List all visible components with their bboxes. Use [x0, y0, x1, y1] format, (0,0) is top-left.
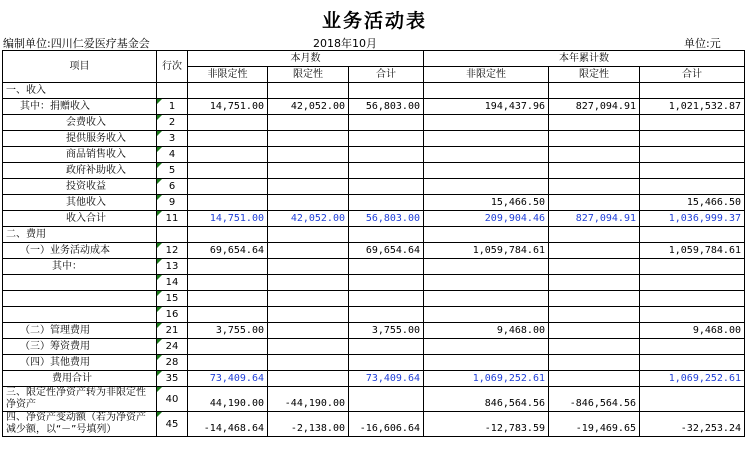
row-amount-y-t: 15,466.50: [640, 195, 745, 211]
row-amount-m-u: [188, 195, 268, 211]
row-amount-m-t: 3,755.00: [349, 323, 424, 339]
row-amount-m-u: [188, 179, 268, 195]
row-amount-m-t: [349, 131, 424, 147]
row-amount-m-r: [268, 291, 349, 307]
row-amount-y-r: [549, 131, 640, 147]
header-month-total: 合计: [349, 67, 424, 83]
row-amount-m-r: [268, 323, 349, 339]
row-amount-y-r: [549, 371, 640, 387]
header-month-unrestricted: 非限定性: [188, 67, 268, 83]
row-amount-m-u: [188, 147, 268, 163]
row-amount-m-r: [268, 259, 349, 275]
row-item-label: 其中：捐赠收入: [3, 99, 157, 115]
row-amount-m-t: [349, 179, 424, 195]
row-line-number: 24: [157, 339, 188, 355]
table-row: [3, 99, 745, 115]
row-amount-m-u: [188, 83, 268, 99]
table-row: [3, 83, 745, 99]
row-amount-y-t: [640, 227, 745, 243]
row-amount-m-r: [268, 275, 349, 291]
row-amount-y-u: [424, 339, 549, 355]
row-amount-y-u: [424, 115, 549, 131]
row-amount-m-t: [349, 195, 424, 211]
row-amount-m-r: 42,052.00: [268, 99, 349, 115]
row-amount-y-t: [640, 131, 745, 147]
row-amount-m-u: 3,755.00: [188, 323, 268, 339]
row-amount-m-r: -44,190.00: [268, 387, 349, 412]
row-item-label: 商品销售收入: [3, 147, 157, 163]
row-line-number: 5: [157, 163, 188, 179]
row-amount-m-r: [268, 195, 349, 211]
row-amount-y-t: [640, 163, 745, 179]
table-row: [3, 412, 745, 437]
row-amount-m-u: [188, 131, 268, 147]
row-amount-y-t: [640, 115, 745, 131]
table-row: [3, 147, 745, 163]
row-item-label: 会费收入: [3, 115, 157, 131]
report-period: 2018年10月: [313, 37, 377, 50]
row-amount-y-r: [549, 291, 640, 307]
row-item-label: 其中：: [3, 259, 157, 275]
row-amount-y-t: 1,069,252.61: [640, 371, 745, 387]
row-amount-m-u: [188, 115, 268, 131]
row-amount-y-t: [640, 179, 745, 195]
table-row: [3, 323, 745, 339]
row-amount-y-u: 1,059,784.61: [424, 243, 549, 259]
table-row: [3, 211, 745, 227]
row-item-label: 投资收益: [3, 179, 157, 195]
row-amount-y-r: [549, 115, 640, 131]
row-amount-m-u: 69,654.64: [188, 243, 268, 259]
row-item-label: 政府补助收入: [3, 163, 157, 179]
row-amount-m-u: 73,409.64: [188, 371, 268, 387]
table-row: [3, 339, 745, 355]
row-amount-y-t: [640, 83, 745, 99]
row-amount-y-t: -32,253.24: [640, 412, 745, 437]
table-row: [3, 243, 745, 259]
row-line-number: 2: [157, 115, 188, 131]
row-amount-y-u: 194,437.96: [424, 99, 549, 115]
row-amount-m-t: [349, 83, 424, 99]
row-amount-m-t: [349, 227, 424, 243]
header-line: 行次: [157, 51, 188, 83]
row-amount-y-t: [640, 307, 745, 323]
header-row-1: [3, 51, 745, 67]
row-amount-y-r: [549, 339, 640, 355]
row-amount-m-r: [268, 371, 349, 387]
row-amount-m-u: [188, 275, 268, 291]
row-amount-y-t: 9,468.00: [640, 323, 745, 339]
row-amount-m-t: [349, 387, 424, 412]
row-amount-y-t: [640, 291, 745, 307]
row-amount-m-r: [268, 243, 349, 259]
row-amount-y-u: [424, 163, 549, 179]
table-row: [3, 307, 745, 323]
row-amount-y-u: 846,564.56: [424, 387, 549, 412]
row-line-number: 12: [157, 243, 188, 259]
row-line-number: [157, 227, 188, 243]
row-amount-y-t: [640, 147, 745, 163]
row-amount-m-t: 69,654.64: [349, 243, 424, 259]
header-month-restricted: 限定性: [268, 67, 349, 83]
row-amount-y-r: [549, 179, 640, 195]
row-line-number: 4: [157, 147, 188, 163]
row-amount-y-r: 827,094.91: [549, 211, 640, 227]
row-item-label: 一、收入: [3, 83, 157, 99]
row-item-label: 三、限定性净资产转为非限定性净资产: [3, 387, 157, 412]
row-line-number: 6: [157, 179, 188, 195]
row-item-label: 收入合计: [3, 211, 157, 227]
row-item-label: [3, 275, 157, 291]
row-amount-y-r: [549, 259, 640, 275]
header-year-restricted: 限定性: [549, 67, 640, 83]
row-amount-m-t: [349, 355, 424, 371]
row-amount-y-r: [549, 227, 640, 243]
row-amount-m-t: [349, 291, 424, 307]
row-amount-y-r: [549, 307, 640, 323]
row-item-label: （二）管理费用: [3, 323, 157, 339]
row-amount-m-u: [188, 291, 268, 307]
row-item-label: （四）其他费用: [3, 355, 157, 371]
table-row: [3, 179, 745, 195]
row-amount-m-r: [268, 355, 349, 371]
header-year-to-date: 本年累计数: [424, 51, 745, 67]
header-this-month: 本月数: [188, 51, 424, 67]
row-amount-y-u: [424, 227, 549, 243]
row-amount-m-t: [349, 115, 424, 131]
header-year-total: 合计: [640, 67, 745, 83]
row-amount-y-u: [424, 259, 549, 275]
row-amount-m-t: -16,606.64: [349, 412, 424, 437]
row-amount-m-t: [349, 147, 424, 163]
row-amount-y-r: [549, 195, 640, 211]
row-line-number: 11: [157, 211, 188, 227]
row-amount-m-r: [268, 131, 349, 147]
row-item-label: 提供服务收入: [3, 131, 157, 147]
activity-statement-table: [2, 50, 745, 437]
row-amount-y-r: -19,469.65: [549, 412, 640, 437]
row-amount-y-t: [640, 275, 745, 291]
row-amount-m-u: [188, 307, 268, 323]
row-line-number: 15: [157, 291, 188, 307]
row-amount-y-t: [640, 387, 745, 412]
header-year-unrestricted: 非限定性: [424, 67, 549, 83]
row-amount-y-u: [424, 179, 549, 195]
table-row: [3, 115, 745, 131]
row-amount-m-u: 14,751.00: [188, 99, 268, 115]
row-line-number: 9: [157, 195, 188, 211]
row-line-number: 1: [157, 99, 188, 115]
row-amount-y-u: 1,069,252.61: [424, 371, 549, 387]
row-line-number: 3: [157, 131, 188, 147]
row-amount-y-t: [640, 355, 745, 371]
row-line-number: 16: [157, 307, 188, 323]
table-row: [3, 195, 745, 211]
row-amount-m-u: [188, 259, 268, 275]
row-amount-y-r: -846,564.56: [549, 387, 640, 412]
row-amount-y-u: -12,783.59: [424, 412, 549, 437]
row-amount-y-u: [424, 355, 549, 371]
row-amount-y-r: [549, 163, 640, 179]
row-amount-y-r: 827,094.91: [549, 99, 640, 115]
table-row: [3, 355, 745, 371]
row-amount-m-t: [349, 307, 424, 323]
row-amount-m-r: [268, 163, 349, 179]
row-amount-m-t: [349, 339, 424, 355]
row-amount-y-u: [424, 83, 549, 99]
row-line-number: 14: [157, 275, 188, 291]
row-amount-m-r: [268, 339, 349, 355]
row-item-label: 二、费用: [3, 227, 157, 243]
row-amount-m-r: [268, 115, 349, 131]
row-amount-m-u: [188, 163, 268, 179]
row-item-label: 费用合计: [3, 371, 157, 387]
header-item: 项目: [3, 51, 157, 83]
table-row: [3, 275, 745, 291]
row-amount-y-t: 1,021,532.87: [640, 99, 745, 115]
table-row: [3, 291, 745, 307]
row-amount-y-u: 15,466.50: [424, 195, 549, 211]
table-row: [3, 259, 745, 275]
row-line-number: 13: [157, 259, 188, 275]
row-amount-m-u: [188, 355, 268, 371]
row-amount-y-u: [424, 147, 549, 163]
row-amount-m-r: [268, 147, 349, 163]
row-amount-m-u: 14,751.00: [188, 211, 268, 227]
table-row: [3, 227, 745, 243]
table-row: [3, 131, 745, 147]
row-amount-m-t: 56,803.00: [349, 211, 424, 227]
row-line-number: 21: [157, 323, 188, 339]
row-amount-y-u: [424, 275, 549, 291]
row-amount-m-u: [188, 339, 268, 355]
row-amount-y-t: [640, 259, 745, 275]
currency-unit: 单位:元: [684, 37, 721, 50]
row-line-number: [157, 83, 188, 99]
row-amount-m-r: [268, 83, 349, 99]
row-amount-m-u: [188, 227, 268, 243]
row-amount-y-u: 9,468.00: [424, 323, 549, 339]
row-item-label: [3, 291, 157, 307]
row-amount-m-r: [268, 307, 349, 323]
row-line-number: 45: [157, 412, 188, 437]
row-amount-m-t: 56,803.00: [349, 99, 424, 115]
row-line-number: 40: [157, 387, 188, 412]
row-amount-y-u: 209,904.46: [424, 211, 549, 227]
table-row: [3, 387, 745, 412]
row-amount-y-t: [640, 339, 745, 355]
row-amount-m-u: 44,190.00: [188, 387, 268, 412]
row-amount-y-r: [549, 83, 640, 99]
row-amount-y-r: [549, 243, 640, 259]
row-amount-y-t: 1,059,784.61: [640, 243, 745, 259]
row-item-label: 四、净资产变动额（若为净资产减少额，以“－”号填列）: [3, 412, 157, 437]
row-amount-y-r: [549, 147, 640, 163]
reporting-entity: 编制单位:四川仁爱医疗基金会: [3, 37, 150, 50]
row-amount-m-t: 73,409.64: [349, 371, 424, 387]
row-amount-y-t: 1,036,999.37: [640, 211, 745, 227]
row-amount-m-t: [349, 275, 424, 291]
row-amount-y-r: [549, 275, 640, 291]
row-amount-y-u: [424, 131, 549, 147]
row-line-number: 28: [157, 355, 188, 371]
table-row: [3, 371, 745, 387]
row-item-label: [3, 307, 157, 323]
row-item-label: （一）业务活动成本: [3, 243, 157, 259]
row-amount-y-r: [549, 355, 640, 371]
row-amount-m-u: -14,468.64: [188, 412, 268, 437]
report-title: 业务活动表: [321, 10, 427, 32]
table-row: [3, 163, 745, 179]
row-item-label: （三）筹资费用: [3, 339, 157, 355]
row-amount-y-u: [424, 307, 549, 323]
row-amount-m-t: [349, 259, 424, 275]
row-item-label: 其他收入: [3, 195, 157, 211]
row-amount-m-r: 42,052.00: [268, 211, 349, 227]
row-amount-m-r: [268, 227, 349, 243]
row-amount-m-r: -2,138.00: [268, 412, 349, 437]
row-line-number: 35: [157, 371, 188, 387]
row-amount-m-t: [349, 163, 424, 179]
row-amount-y-u: [424, 291, 549, 307]
row-amount-y-r: [549, 323, 640, 339]
row-amount-m-r: [268, 179, 349, 195]
